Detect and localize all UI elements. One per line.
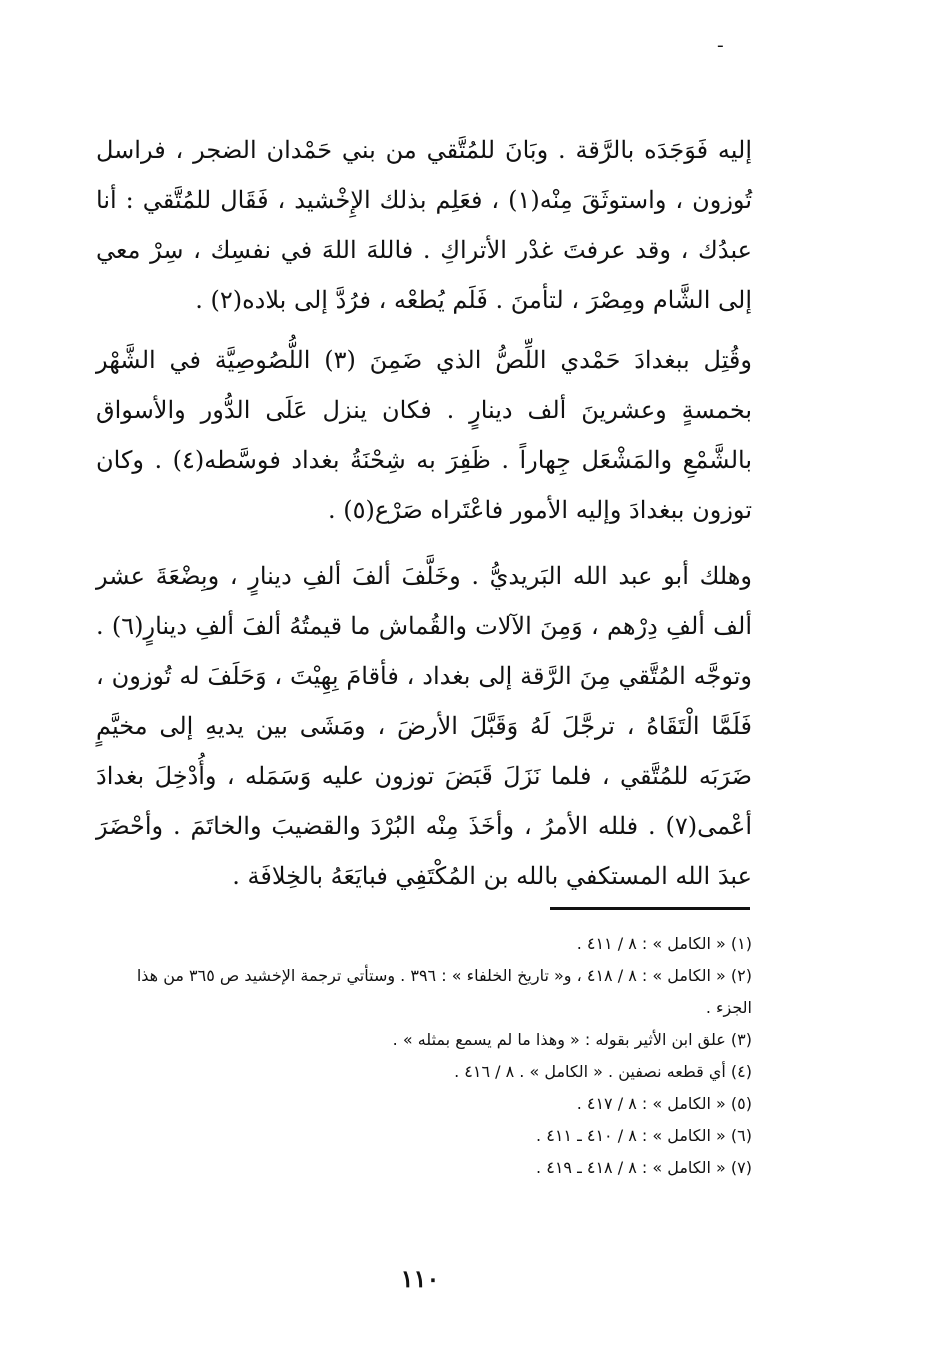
footnote: (٧) « الكامل » : ٨ / ٤١٨ ـ ٤١٩ . [536, 1158, 752, 1177]
footnotes [96, 928, 752, 1184]
margin-mark: ـ [718, 32, 723, 51]
footnote: (١) « الكامل » : ٨ / ٤١١ . [576, 934, 752, 953]
paragraph: وقُتِل ببغدادَ حَمْدي اللِّصُّ الذي ضَمِنَ (٣) اللُّصُوصِيَّة في الشَّهْر بخمسةٍ وعشرينَ ألف دينارٍ . فكان ينزل عَلَى الدُّور والأسواق بالشَّمْعِ والمَشْعَل جِهاراً . ظَفِرَ به شِحْنَةُ بغداد فوسَّطه(٤) . وكان توزون ببغدادَ وإليه الأمور فاعْتَراه صَرْع(٥) . [96, 346, 753, 524]
footnote: (٦) « الكامل » : ٨ / ٤١٠ ـ ٤١١ . [536, 1126, 752, 1145]
footnote-divider [550, 907, 750, 910]
paragraph: إليه فَوَجَدَه بالرَّقة . وبَانَ للمُتَّقي من بني حَمْدان الضجر ، فراسل تُوزون ، واستوثَقَ مِنْه(١) ، فعَلِم بذلك الإِخْشيد ، فَقَال للمُتَّقي : أنا عبدُك ، وقد عرفتَ غدْر الأتراكِ . فاللهَ اللهَ في نفسِك ، سِرْ معي إلى الشَّام ومِصْرَ ، لتأمنَ . فَلَم يُطعْه ، فرُدَّ إلى بلاده(٢) . [96, 136, 752, 314]
paragraph: وهلك أبو عبد الله البَريديُّ . وخَلَّفَ ألفَ ألفِ دينارٍ ، وبِضْعَةَ عشر ألف ألفِ دِرْهم ، وَمِنَ الآلات والقُماش ما قيمتُهُ ألفَ ألفِ دينارٍ(٦) . وتوجَّه المُتَّقي مِنَ الرَّقة إلى بغداد ، فأقامَ بِهِيْتَ ، وَحَلَفَ له تُوزون ، فَلَمَّا الْتَقَاهُ ، ترجَّلَ لَهُ وَقَبَّلَ الأرضَ ، ومَشَى بين يديهِ إلى مخيَّمٍ ضَرَبَه للمُتَّقي ، فلما نَزَلَ قَبَضَ توزون عليه وَسَمَله ، وأُدْخِلَ بغدادَ أعْمى(٧) . فلله الأمرُ ، وأخَذَ مِنْه البُرْدَ والقضيبَ والخاتَمَ . وأحْضَرَ عبدَ الله المستكفي بالله بن المُكْتَفِي فبايَعَهُ بالخِلافَة . [96, 562, 752, 890]
footnote: (٥) « الكامل » : ٨ / ٤١٧ . [576, 1094, 752, 1113]
footnote: (٣) علق ابن الأثير بقوله : « وهذا ما لم يسمع بمثله » . [392, 1030, 752, 1049]
footnote: (٤) أي قطعه نصفين . « الكامل » . ٨ / ٤١٦ . [454, 1062, 752, 1081]
page-number: ١١٠ [400, 1264, 440, 1293]
footnote: (٢) « الكامل » : ٨ / ٤١٨ ، و« تاريخ الخلفاء » : ٣٩٦ . وستأتي ترجمة الإخشيد ص ٣٦٥ من هذا الجزء . [136, 966, 752, 1017]
main-text [96, 125, 752, 901]
